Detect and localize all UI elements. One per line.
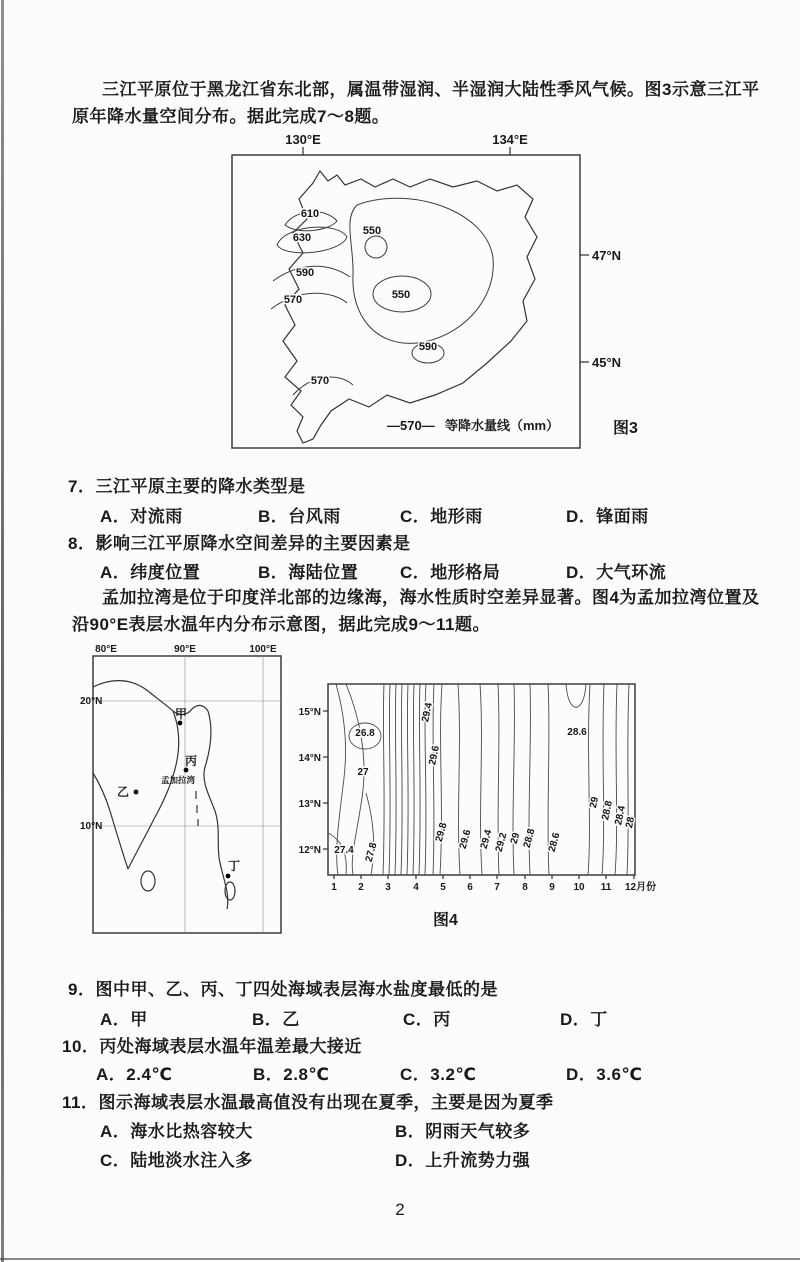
- point-ding-label: 丁: [227, 859, 241, 873]
- isotherm-28-4: [615, 684, 617, 875]
- fig4-chart-yaxis: [299, 707, 328, 856]
- question-10-options: [0, 1060, 800, 1086]
- isohyet-570-left: [271, 293, 347, 309]
- q8-number: 8．: [68, 534, 96, 553]
- fig4-contour-label: 28.6: [567, 727, 587, 738]
- fig3-contour-label: 630: [292, 232, 312, 244]
- question-11-stem: [62, 1088, 553, 1113]
- intro-paragraph-1: [72, 76, 759, 130]
- intro-paragraph-2: [72, 584, 759, 638]
- fig4-contour-label: 26.8: [355, 728, 375, 739]
- fig3-lat-label-47: 47°N: [592, 248, 622, 263]
- fig3-isohyet-labels: [284, 208, 437, 387]
- isotherm-29-right: [588, 684, 590, 875]
- question-9-stem: [68, 975, 498, 1000]
- fig4-contour-label: 29.8: [433, 821, 450, 844]
- fig3-lon-label-134: 134°E: [492, 132, 528, 147]
- xtick-11: 11: [600, 882, 612, 893]
- question-8-options: [0, 558, 800, 584]
- q10-option-a: A．2.4℃: [96, 1065, 173, 1084]
- fig3-lat-label-45: 45°N: [592, 355, 622, 370]
- question-8-stem: [68, 529, 410, 554]
- point-yi-marker: [134, 790, 139, 795]
- q8-option-d: D．大气环流: [566, 563, 667, 582]
- question-7-options: [0, 502, 800, 528]
- isotherm-dense-7: [419, 684, 420, 875]
- isotherm-dense-6: [413, 684, 414, 875]
- fig4-contour-label: 27: [357, 767, 369, 778]
- q8-option-a: A．纬度位置: [100, 563, 201, 582]
- q10-option-d: D．3.6℃: [566, 1065, 643, 1084]
- fig4-contour-label: 28.8: [521, 827, 538, 850]
- figure3-precipitation-map: [225, 133, 660, 458]
- island-sri-lanka: [141, 871, 155, 891]
- point-bing-label: 丙: [184, 754, 198, 768]
- q9-text: 图中甲、乙、丙、丁四处海域表层海水盐度最低的是: [95, 980, 498, 999]
- fig3-isohyets: [271, 198, 493, 395]
- q11-number: 11．: [62, 1093, 99, 1112]
- q10-option-c: C．3.2℃: [400, 1065, 477, 1084]
- isotherm-28-8-right: [602, 684, 604, 875]
- fig4-contour-label: 28.6: [546, 831, 563, 854]
- xtick-12: 12月份: [625, 882, 657, 893]
- intro1-line1: 三江平原位于黑龙江省东北部，属温带湿润、半湿润大陆性季风气候。图3示意三江平: [102, 80, 760, 99]
- fig3-caption: 图3: [613, 420, 638, 437]
- fig4-contour-label: 29.6: [457, 828, 474, 851]
- fig4-lat-10: 10°N: [80, 821, 103, 832]
- fig4-contour-label: 29: [508, 831, 523, 846]
- fig3-legend-sample: —570—: [387, 418, 435, 433]
- fig3-contour-label: 590: [418, 341, 438, 353]
- fig4-contour-label: 28: [624, 815, 638, 830]
- point-bing-marker: [184, 768, 189, 773]
- isotherm-dense-2: [389, 684, 390, 875]
- isotherm-29-8: [440, 684, 442, 875]
- figure4-bay-of-bengal: [78, 643, 678, 943]
- xtick-4: 4: [413, 882, 419, 893]
- fig3-contour-label: 550: [391, 289, 411, 301]
- q9-option-a: A．甲: [100, 1010, 148, 1029]
- page-number: 2: [395, 1200, 405, 1219]
- isotherm-28: [627, 684, 629, 875]
- fig3-contour-label: 550: [362, 225, 382, 237]
- q7-option-c: C．地形雨: [400, 507, 483, 526]
- q7-text: 三江平原主要的降水类型是: [95, 477, 306, 496]
- q7-option-d: D．锋面雨: [566, 507, 649, 526]
- fig4-ytick-15n: 15°N: [298, 707, 321, 718]
- fig4-contour-label: 28.4: [613, 804, 628, 827]
- fig4-lat-20: 20°N: [80, 696, 103, 707]
- q8-option-b: B．海陆位置: [258, 563, 359, 582]
- q10-text: 丙处海域表层水温年温差最大接近: [99, 1037, 362, 1056]
- fig3-contour-label: 570: [310, 375, 330, 387]
- isohyet-550-small: [365, 236, 387, 258]
- xtick-10: 10: [573, 882, 585, 893]
- scan-edge-bottom: [0, 1258, 800, 1260]
- q11-text: 图示海域表层水温最高值没有出现在夏季，主要是因为夏季: [98, 1093, 554, 1112]
- isotherm-dense-4: [401, 684, 402, 875]
- fig4-contour-label: 27.8: [363, 841, 380, 864]
- question-10-stem: [62, 1032, 362, 1057]
- fig4-chart-xaxis: [331, 875, 656, 893]
- fig4-ytick-13n: 13°N: [298, 799, 321, 810]
- q11-option-d: D．上升流势力强: [395, 1151, 531, 1170]
- q11-option-a: A．海水比热容较大: [100, 1122, 253, 1141]
- fig3-legend: [387, 418, 559, 433]
- point-ding-marker: [226, 874, 231, 879]
- fig4-lon-100: 100°E: [249, 644, 277, 655]
- question-11-options-row2: [0, 1146, 800, 1172]
- isohyet-550-outer: [350, 198, 493, 343]
- q9-option-c: C．丙: [403, 1010, 451, 1029]
- q10-number: 10．: [62, 1037, 100, 1056]
- fig4-lon-90: 90°E: [174, 644, 196, 655]
- xtick-1: 1: [331, 882, 337, 893]
- isotherm-28-6-top: [566, 684, 586, 707]
- fig4-contour-label: 29.4: [420, 701, 435, 724]
- fig3-lon-label-130: 130°E: [285, 132, 321, 147]
- q11-option-c: C．陆地淡水注入多: [100, 1151, 253, 1170]
- fig4-caption: 图4: [433, 912, 458, 929]
- sea-label-bay-of-bengal: 孟加拉湾: [160, 775, 196, 785]
- q7-option-a: A．对流雨: [100, 507, 183, 526]
- fig4-contour-label: 29.4: [478, 828, 495, 851]
- question-7-stem: [68, 472, 305, 497]
- intro2-line1: 孟加拉湾是位于印度洋北部的边缘海，海水性质时空差异显著。图4为孟加拉湾位置及: [102, 588, 760, 607]
- q8-option-c: C．地形格局: [400, 563, 501, 582]
- isotherm-dense-1: [383, 684, 384, 875]
- fig4-lon-80: 80°E: [95, 644, 117, 655]
- coast-myanmar: [204, 711, 228, 909]
- fig4-contour-label: 29.2: [493, 831, 510, 854]
- q11-option-b: B．阴雨天气较多: [395, 1122, 531, 1141]
- q9-option-b: B．乙: [252, 1010, 300, 1029]
- fig4-contour-label: 27.4: [334, 845, 354, 856]
- xtick-9: 9: [549, 882, 555, 893]
- fig4-isotherm-labels: [334, 701, 637, 863]
- q7-option-b: B．台风雨: [258, 507, 341, 526]
- q7-number: 7．: [68, 477, 96, 496]
- intro2-line2: 沿90°E表层水温年内分布示意图，据此完成9～11题。: [72, 615, 490, 634]
- fig4-ytick-12n: 12°N: [298, 845, 321, 856]
- point-jia-marker: [178, 721, 183, 726]
- xtick-6: 6: [467, 882, 473, 893]
- fig3-contour-label: 570: [283, 294, 303, 306]
- coast-delta: [93, 681, 208, 715]
- fig4-contour-label: 29.6: [427, 744, 442, 767]
- xtick-5: 5: [440, 882, 446, 893]
- xtick-3: 3: [385, 882, 391, 893]
- isotherm-29b: [513, 684, 514, 875]
- q9-number: 9．: [68, 980, 96, 999]
- intro1-line2: 原年降水量空间分布。据此完成7～8题。: [72, 107, 390, 126]
- q10-option-b: B．2.8℃: [253, 1065, 330, 1084]
- fig4-contour-label: 28.8: [600, 799, 615, 822]
- xtick-8: 8: [522, 882, 528, 893]
- fig4-coastlines: [93, 681, 235, 909]
- point-yi-label: 乙: [116, 785, 130, 799]
- fig4-ytick-14n: 14°N: [298, 753, 321, 764]
- isotherm-dense-3: [395, 684, 396, 875]
- isotherm-dense-5: [407, 684, 408, 875]
- fig3-contour-label: 590: [295, 267, 315, 279]
- fig4-contour-label: 29: [588, 795, 602, 810]
- q8-text: 影响三江平原降水空间差异的主要因素是: [95, 534, 411, 553]
- fig3-legend-label: 等降水量线（mm）: [445, 418, 560, 433]
- xtick-7: 7: [494, 882, 500, 893]
- fig3-contour-label: 610: [300, 208, 320, 220]
- point-jia-label: 甲: [174, 707, 188, 721]
- xtick-2: 2: [358, 882, 364, 893]
- isotherm-29-6a: [433, 684, 434, 875]
- question-11-options-row1: [0, 1117, 800, 1143]
- q9-option-d: D．丁: [560, 1010, 608, 1029]
- question-9-options: [0, 1005, 800, 1031]
